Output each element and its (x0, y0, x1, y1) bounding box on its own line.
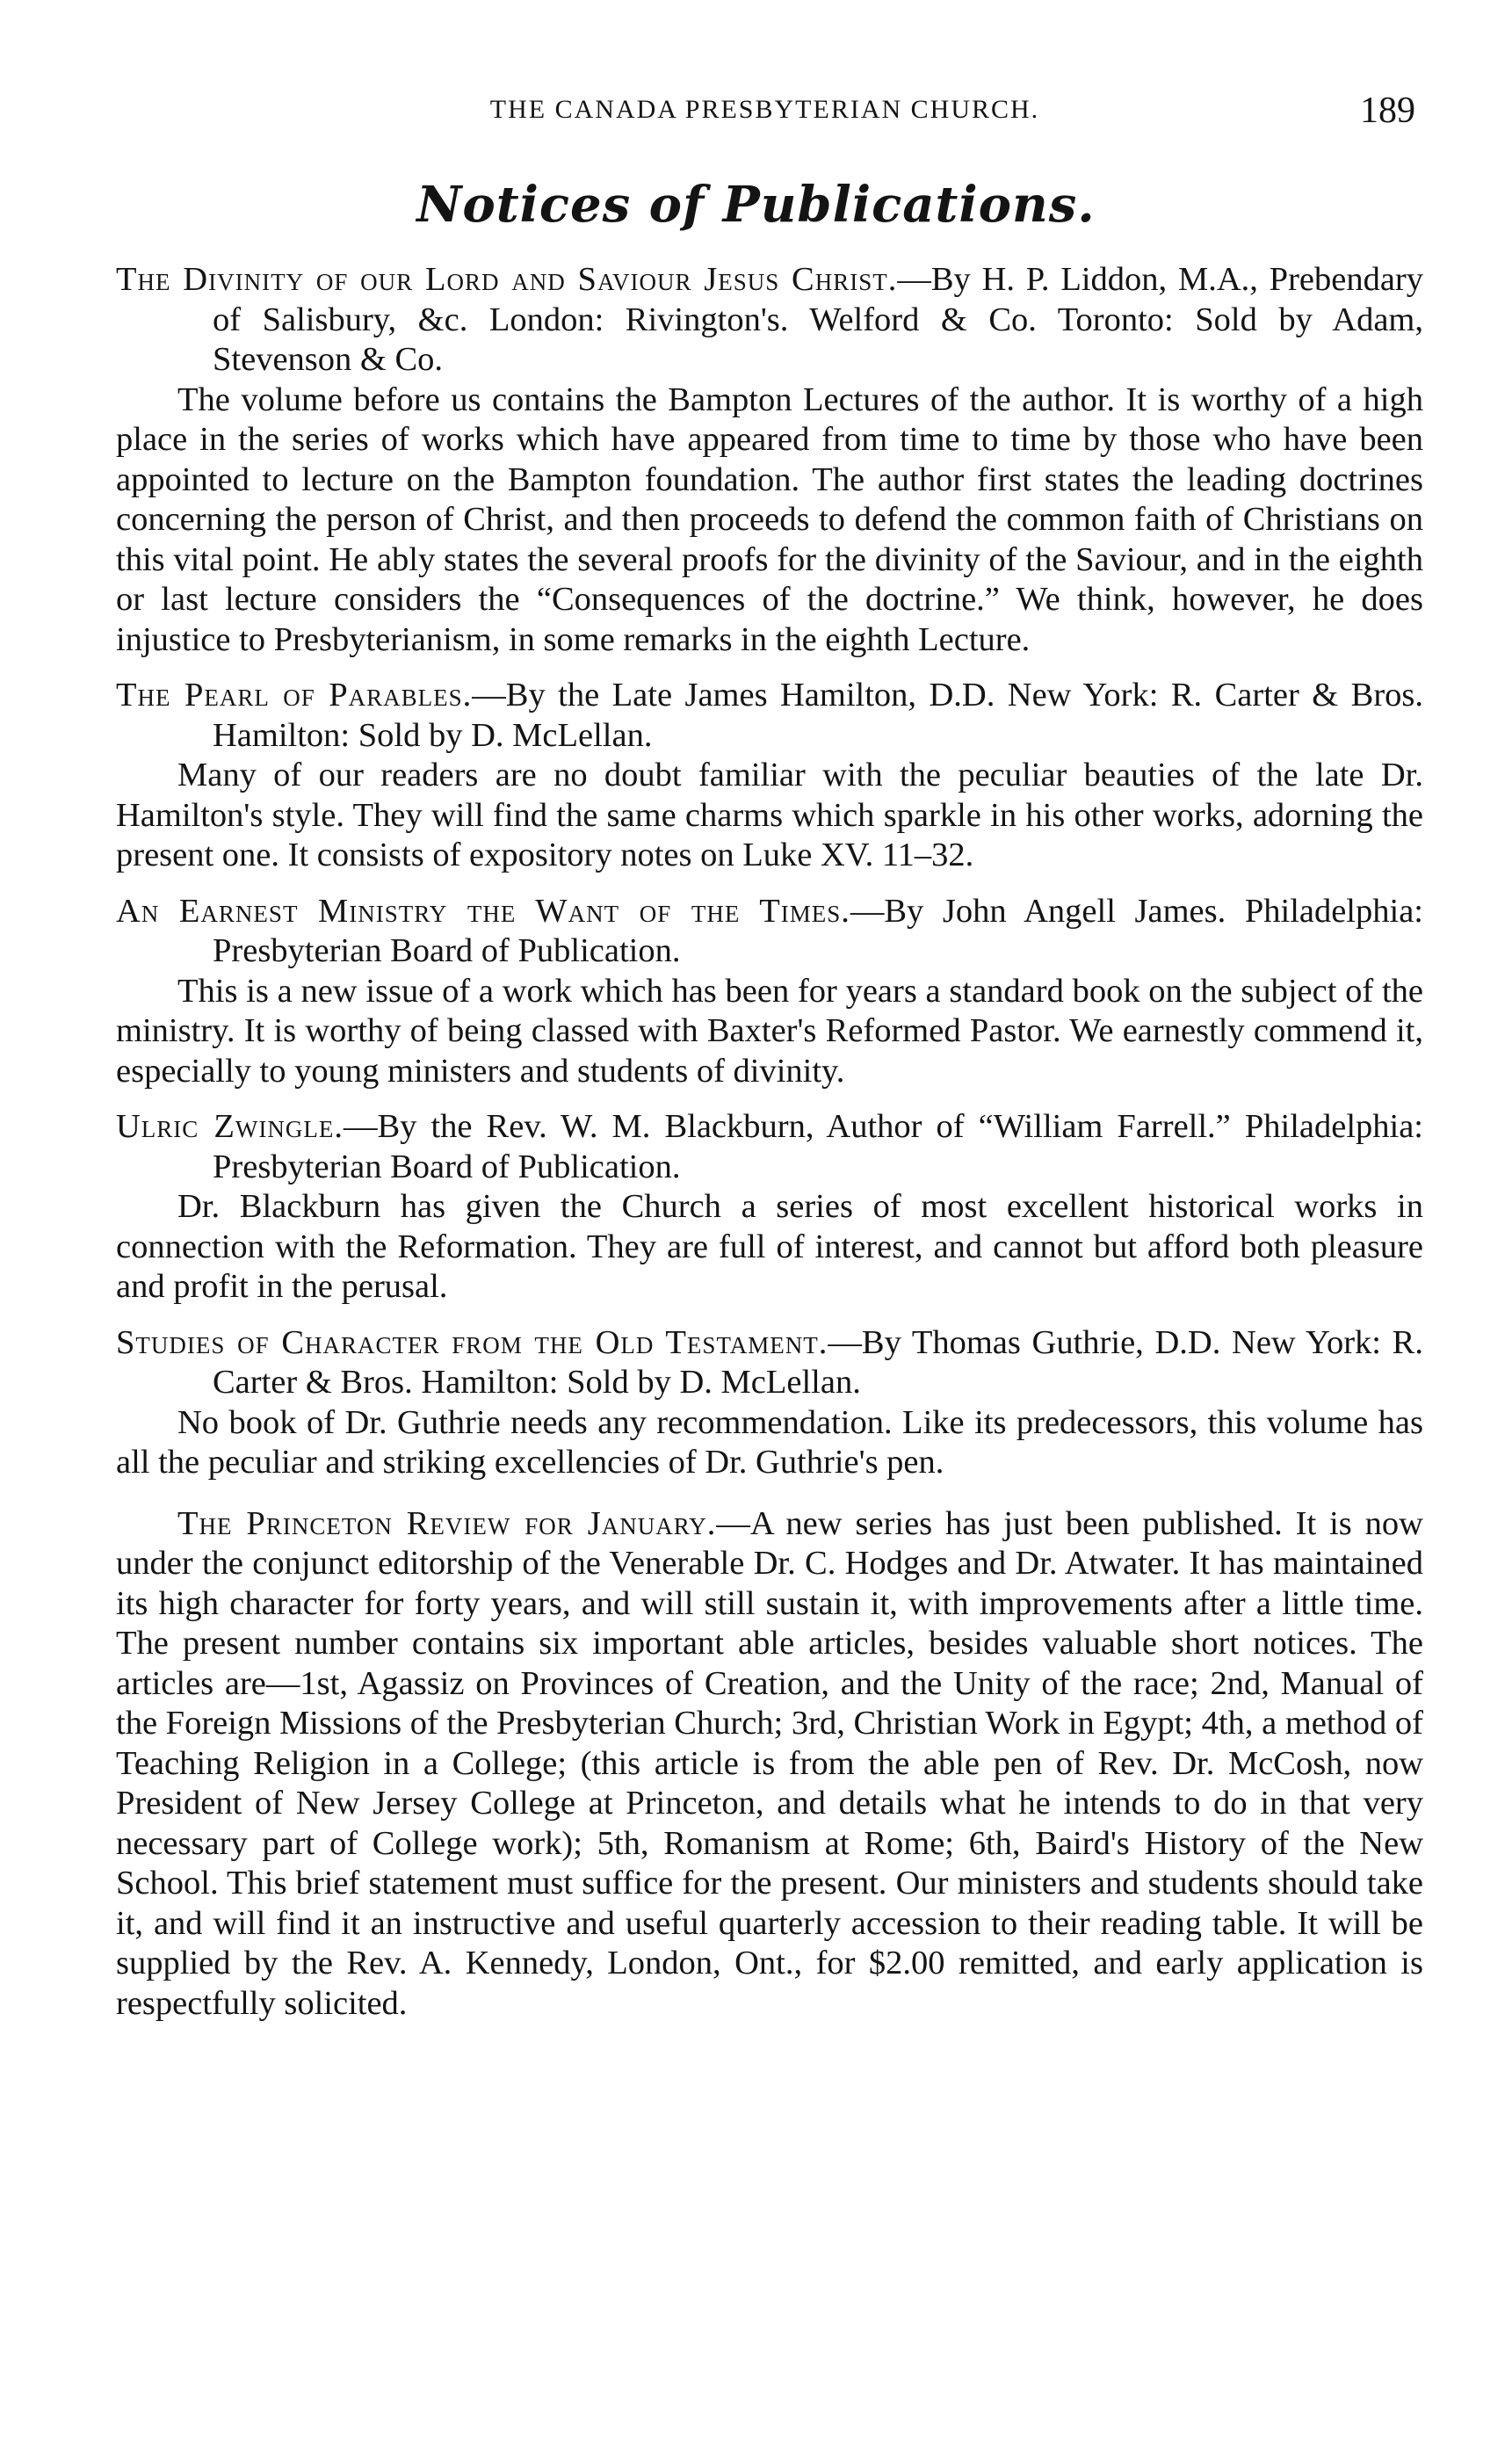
page-number: 189 (1360, 91, 1415, 131)
princeton-review-notice (116, 1504, 1423, 2025)
entry-citation: —By H. P. Liddon, M.A., Prebendary of Salisbury, &c. London: Rivington's. Welford & Co. Toronto: Sold by Adam, Stevenson & Co. (213, 261, 1423, 378)
entry-review: No book of Dr. Guthrie needs any recommendation. Like its predecessors, this volume has all the peculiar and striking excellencies of Dr. Guthrie's pen. (116, 1403, 1423, 1481)
running-head (114, 91, 1415, 148)
entry-heading (116, 1107, 1423, 1187)
entry-heading (116, 676, 1423, 756)
entry-review: The volume before us contains the Bampton Lectures of the author. It is worthy of a high place in the series of works which have appeared from time to time by those who have been appointed to lecture on the Bampton foundation. The author first states the leading doctrines concerning the person of Christ, and then proceeds to defend the common faith of Christians on this vital point. He ably states the several proofs for the divinity of the Saviour, and in the eighth or last lecture considers the “Consequences of the doctrine.” We think, however, he does injustice to Presbyterianism, in some remarks in the eighth Lecture. (116, 380, 1423, 658)
princeton-text: —A new series has just been published. It is now under the conjunct editorship of the Venerable Dr. C. Hodges and Dr. Atwater. It has maintained its high character for forty years, and will still sustain it, with improvements after a little time. The present number contains six important able articles, besides valuable short notices. The articles are—1st, Agassiz on Provinces of Creation, and the Unity of the race; 2nd, Manual of the Foreign Missions of the Presbyterian Church; 3rd, Christian Work in Egypt; 4th, a method of Teaching Religion in a College; (this article is from the able pen of Rev. Dr. McCosh, now President of New Jersey College at Princeton, and details what he intends to do in that very necessary part of College work); 5th, Romanism at Rome; 6th, Baird's History of the New School. This brief statement must suffice for the present. Our ministers and students should take it, and will find it an instructive and useful quarterly accession to their reading table. It will be supplied by the Rev. A. Kennedy, London, Ont., for $2.00 remitted, and early application is respectfully solicited. (116, 1504, 1423, 2022)
notices-body (116, 260, 1423, 2024)
entry-review: Dr. Blackburn has given the Church a series of most excellent historical works in connection with the Reformation. They are full of interest, and cannot but afford both pleasure and profit in the perusal. (116, 1188, 1423, 1305)
entry-title: Ulric Zwingle. (116, 1108, 344, 1145)
section-title: Notices of Publications. (416, 176, 1096, 234)
entry-heading (116, 892, 1423, 972)
princeton-title: The Princeton Review for January. (177, 1504, 717, 1542)
entry-citation: —By John Angell James. Philadelphia: Presbyterian Board of Publication. (213, 892, 1423, 969)
entry-heading (116, 260, 1423, 380)
entry-title: An Earnest Ministry the Want of the Times. (116, 892, 850, 930)
entry-review: Many of our readers are no doubt familiar with the peculiar beauties of the late Dr. Hamilton's style. They will find the same charms which sparkle in his other works, adorning the present one. It consists of expository notes on Luke XV. 11–32. (116, 757, 1423, 873)
entry-title: Studies of Character from the Old Testament. (116, 1323, 828, 1361)
entry-citation: —By the Rev. W. M. Blackburn, Author of “William Farrell.” Philadelphia: Presbyterian Board of Publication. (213, 1108, 1423, 1185)
entry-title: The Divinity of our Lord and Saviour Jesus Christ. (116, 261, 898, 298)
running-title: THE CANADA PRESBYTERIAN CHURCH. (489, 95, 1040, 124)
entry-review: This is a new issue of a work which has been for years a standard book on the subject of the ministry. It is worthy of being classed with Baxter's Reformed Pastor. We earnestly commend it, especially to young ministers and students of divinity. (116, 972, 1423, 1090)
entry-citation: —By the Late James Hamilton, D.D. New York: R. Carter & Bros. Hamilton: Sold by D. McLellan. (213, 677, 1423, 754)
entry-title: The Pearl of Parables. (116, 677, 473, 714)
entry-citation: —By Thomas Guthrie, D.D. New York: R. Carter & Bros. Hamilton: Sold by D. McLellan. (213, 1323, 1423, 1401)
entry-heading (116, 1323, 1423, 1403)
